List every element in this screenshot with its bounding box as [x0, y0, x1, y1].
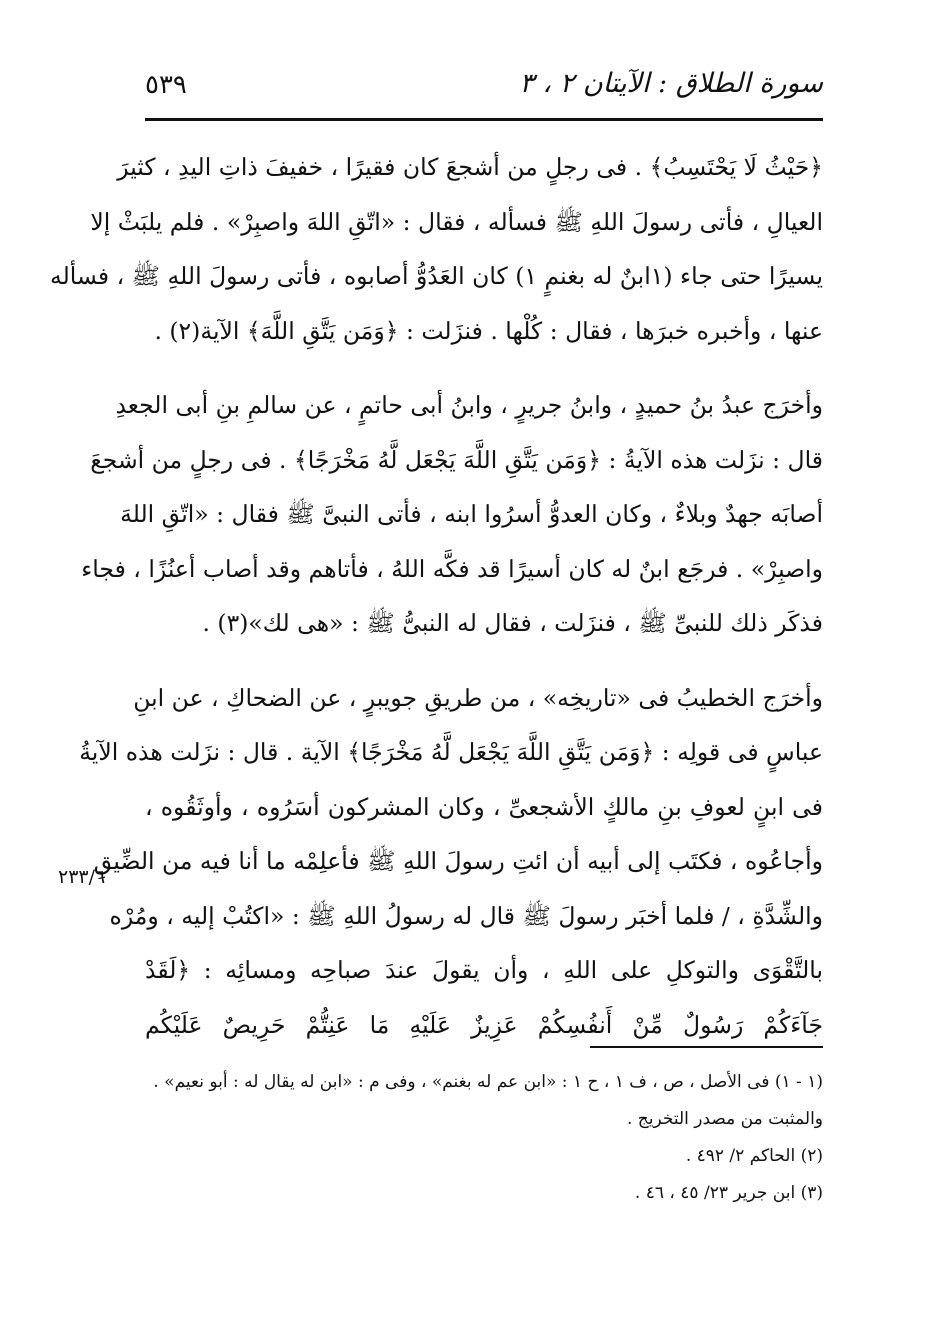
- page-header: [145, 68, 823, 112]
- running-title: سورة الطلاق : الآيتان ٢ ، ٣: [519, 68, 823, 99]
- text-line: عنها ، وأخبره خبرَها ، فقال : كُلْها . فنزَلت : ﴿وَمَن يَتَّقِ اللَّهَ﴾ الآية(٢) .: [154, 316, 823, 345]
- text-line: والشِّدَّةِ ، / فلما أخبَر رسولَ ﷺ قال له رسولُ اللهِ ﷺ : «اكتُبْ إليه ، ومُرْه: [109, 901, 823, 930]
- text-line: فى ابنٍ لعوفِ بنِ مالكٍ الأشجعىِّ ، وكان المشركون أسَرُوه ، وأوثَقُوه ،: [145, 792, 823, 821]
- footnote: (٢) الحاكم ٢/ ٤٩٢ .: [685, 1146, 823, 1166]
- footnote: والمثبت من مصدر التخريج .: [626, 1109, 823, 1129]
- text-line: قال : نزَلت هذه الآيةُ : ﴿وَمَن يَتَّقِ اللَّهَ يَجْعَل لَّهُ مَخْرَجًا﴾ . فى رجلٍ من أشجعَ: [90, 445, 823, 474]
- quran-verse-line: جَآءَكُمْ رَسُولٌ مِّنْ أَنفُسِكُمْ عَزِيزٌ عَلَيْهِ مَا عَنِتُّمْ حَرِيصٌ عَلَيْكُم: [145, 1010, 823, 1039]
- text-line: أصابَه جهدٌ وبلاءٌ ، وكان العدوُّ أسرُوا ابنه ، فأتى النبىَّ ﷺ فقال : «اتّقِ اللهَ: [120, 500, 823, 528]
- text-line: ﴿حَيْثُ لَا يَحْتَسِبُ﴾ . فى رجلٍ من أشجعَ كان فقيرًا ، خفيفَ ذاتِ اليدِ ، كثيرَ: [117, 153, 823, 181]
- margin-reference: ٢٣٣/٦: [58, 866, 106, 888]
- text-line: العيالِ ، فأتى رسولَ اللهِ ﷺ فسأله ، فقال : «اتّقِ اللهَ واصبِرْ» . فلم يلبَثْ إلا: [90, 207, 823, 236]
- text-line: فذكَر ذلك للنبىِّ ﷺ ، فنزَلت ، فقال له النبىُّ ﷺ : «هى لك»(٣) .: [202, 609, 823, 637]
- text-line: واصبِرْ» . فرجَع ابنٌ له كان أسيرًا قد فكَّه اللهُ ، فأتاهم وقد أصاب أعنُزًا ، فجاء: [81, 554, 823, 583]
- text-line: وأخرَج الخطيبُ فى «تاريخِه» ، من طريقِ جويبرٍ ، عن الضحاكِ ، عن ابنِ: [133, 683, 823, 712]
- footnotes: [140, 1064, 823, 1212]
- text-line: بالتَّقْوَى والتوكلِ على اللهِ ، وأن يقولَ عندَ صباحِه ومسائِه : ﴿لَقَدْ: [145, 956, 823, 984]
- footnote-rule: [590, 1046, 823, 1048]
- header-rule: [145, 118, 823, 121]
- paragraph-1: [50, 140, 823, 358]
- text-line: وأخرَج عبدُ بنُ حميدٍ ، وابنُ جريرٍ ، وابنُ أبى حاتمٍ ، عن سالمِ بنِ أبى الجعدِ: [115, 391, 823, 419]
- footnote: (١ - ١) فى الأصل ، ص ، ف ١ ، ح ١ : «ابن عم له بغنم» ، وفى م : «ابن له يقال له : أبو نعيم» .: [153, 1072, 823, 1092]
- text-line: وأجاعُوه ، فكتَب إلى أبيه أن ائتِ رسولَ اللهِ ﷺ فأعلِمْه ما أنا فيه من الضِّيقِ: [93, 847, 823, 875]
- text-line: عباسٍ فى قولِه : ﴿وَمَن يَتَّقِ اللَّهَ يَجْعَل لَّهُ مَخْرَجًا﴾ الآية . قال : نزَلت هذه الآيةُ: [79, 738, 823, 766]
- text-line: يسيرًا حتى جاء (١ابنٌ له بغنمٍ ١) كان العَدُوُّ أصابوه ، فأتى رسولَ اللهِ ﷺ ، فسأله: [50, 262, 823, 290]
- footnote: (٣) ابن جرير ٢٣/ ٤٥ ، ٤٦ .: [634, 1183, 823, 1203]
- page-number: ٥٣٩: [145, 70, 187, 100]
- paragraph-2: [81, 378, 823, 651]
